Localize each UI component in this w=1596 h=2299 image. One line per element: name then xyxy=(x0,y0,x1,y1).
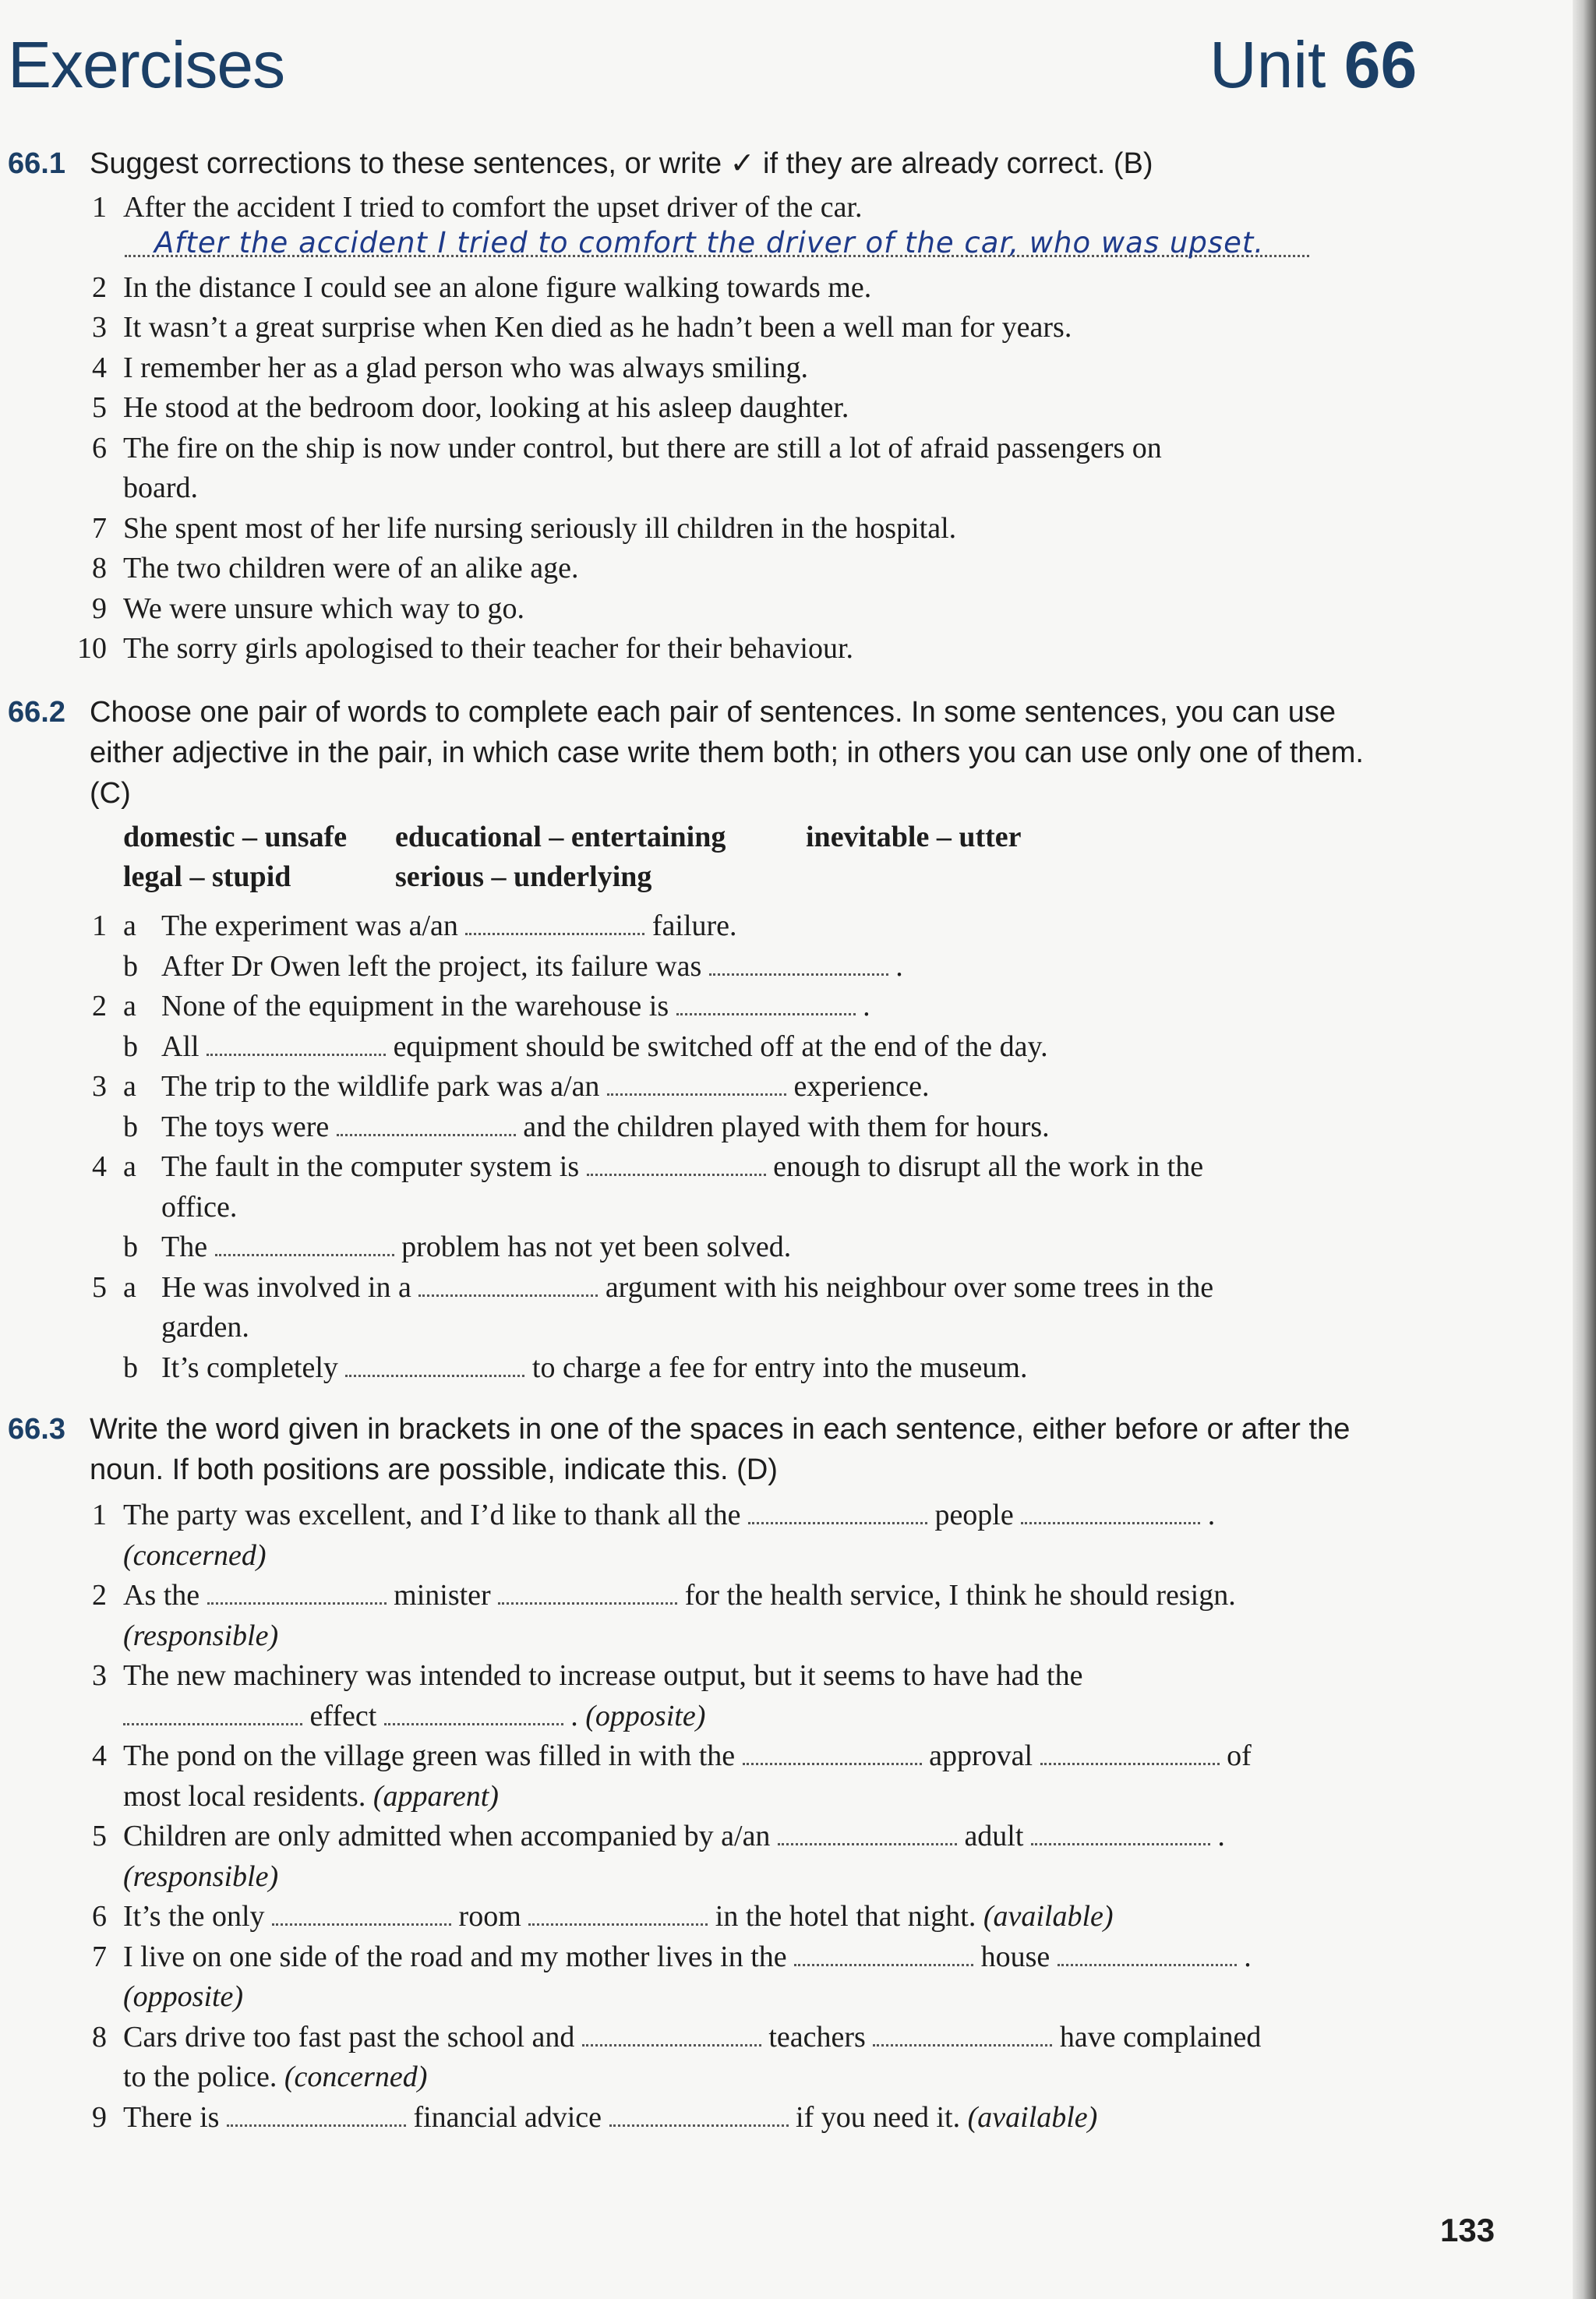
word-given: (apparent) xyxy=(373,1780,499,1813)
word-given: (concerned) xyxy=(284,2061,428,2093)
word-pair: educational – entertaining xyxy=(395,821,726,853)
blank-field[interactable] xyxy=(123,1700,302,1725)
blank-field[interactable] xyxy=(743,1739,922,1765)
list-item-continuation: board. xyxy=(123,471,199,504)
exercise-number: 66.3 xyxy=(8,1413,65,1446)
list-item-continuation: garden. xyxy=(161,1311,249,1344)
blank-field[interactable] xyxy=(528,1900,708,1926)
blank-field[interactable] xyxy=(272,1900,451,1926)
page-title: Exercises xyxy=(8,28,285,101)
word-given: (responsible) xyxy=(123,1619,279,1652)
blank-field[interactable] xyxy=(609,2101,789,2127)
word-given: (responsible) xyxy=(123,1860,279,1893)
example-answer: After the accident I tried to comfort the driver of the car, who was upset. xyxy=(154,226,1265,260)
blank-field[interactable] xyxy=(748,1499,927,1524)
blank-field[interactable] xyxy=(1058,1941,1237,1966)
word-given: (opposite) xyxy=(123,1980,244,2013)
word-pair: inevitable – utter xyxy=(806,821,1022,853)
list-item-continuation: most local residents. (apparent) xyxy=(123,1780,499,1813)
list-item-continuation: effect . (opposite) xyxy=(123,1696,705,1736)
page-edge-shadow xyxy=(1573,0,1596,2299)
exercise-instruction: Write the word given in brackets in one of the spaces in each sentence, either before or after the noun. If both positions are possible, indicate this. (D) xyxy=(90,1413,1351,1486)
blank-field[interactable] xyxy=(1021,1499,1200,1524)
word-pair: serious – underlying xyxy=(395,860,652,893)
blank-field[interactable] xyxy=(582,2021,761,2046)
word-pair: domestic – unsafe xyxy=(123,821,348,853)
blank-field[interactable] xyxy=(1031,1820,1210,1845)
word-given: (available) xyxy=(983,1900,1114,1933)
blank-field[interactable] xyxy=(794,1941,973,1966)
unit-label: Unit 66 xyxy=(1209,28,1418,101)
blank-field[interactable] xyxy=(607,1070,786,1096)
blank-field[interactable] xyxy=(465,909,644,935)
blank-field[interactable] xyxy=(207,1030,386,1056)
blank-field[interactable] xyxy=(676,990,856,1015)
blank-field[interactable] xyxy=(227,2101,406,2127)
word-given: (concerned) xyxy=(123,1539,267,1572)
blank-field[interactable] xyxy=(778,1820,957,1845)
exercise-number: 66.1 xyxy=(8,147,65,180)
page-number: 133 xyxy=(1440,2212,1495,2248)
blank-field[interactable] xyxy=(215,1231,394,1256)
blank-field[interactable] xyxy=(418,1271,598,1297)
blank-field[interactable] xyxy=(873,2021,1052,2046)
blank-field[interactable] xyxy=(337,1111,516,1136)
blank-field[interactable] xyxy=(384,1700,563,1725)
list-item-continuation: to the police. (concerned) xyxy=(123,2061,428,2093)
blank-field[interactable] xyxy=(709,950,888,976)
exercise-instruction: Suggest corrections to these sentences, or write ✓ if they are already correct. (B) xyxy=(90,147,1153,180)
word-pair: legal – stupid xyxy=(123,860,291,893)
word-given: (available) xyxy=(967,2101,1098,2134)
list-item-continuation: office. xyxy=(161,1191,238,1224)
blank-field[interactable] xyxy=(587,1150,766,1176)
exercise-number: 66.2 xyxy=(8,696,65,729)
blank-field[interactable] xyxy=(1040,1739,1220,1765)
blank-field[interactable] xyxy=(498,1579,677,1605)
word-given: (opposite) xyxy=(585,1700,706,1732)
blank-field[interactable] xyxy=(345,1351,524,1377)
exercise-instruction: Choose one pair of words to complete each pair of sentences. In some sentences, you can use either adjective in the pair, in which case write them both; in others you can use only one of them. (C) xyxy=(90,696,1364,810)
blank-field[interactable] xyxy=(207,1579,387,1605)
